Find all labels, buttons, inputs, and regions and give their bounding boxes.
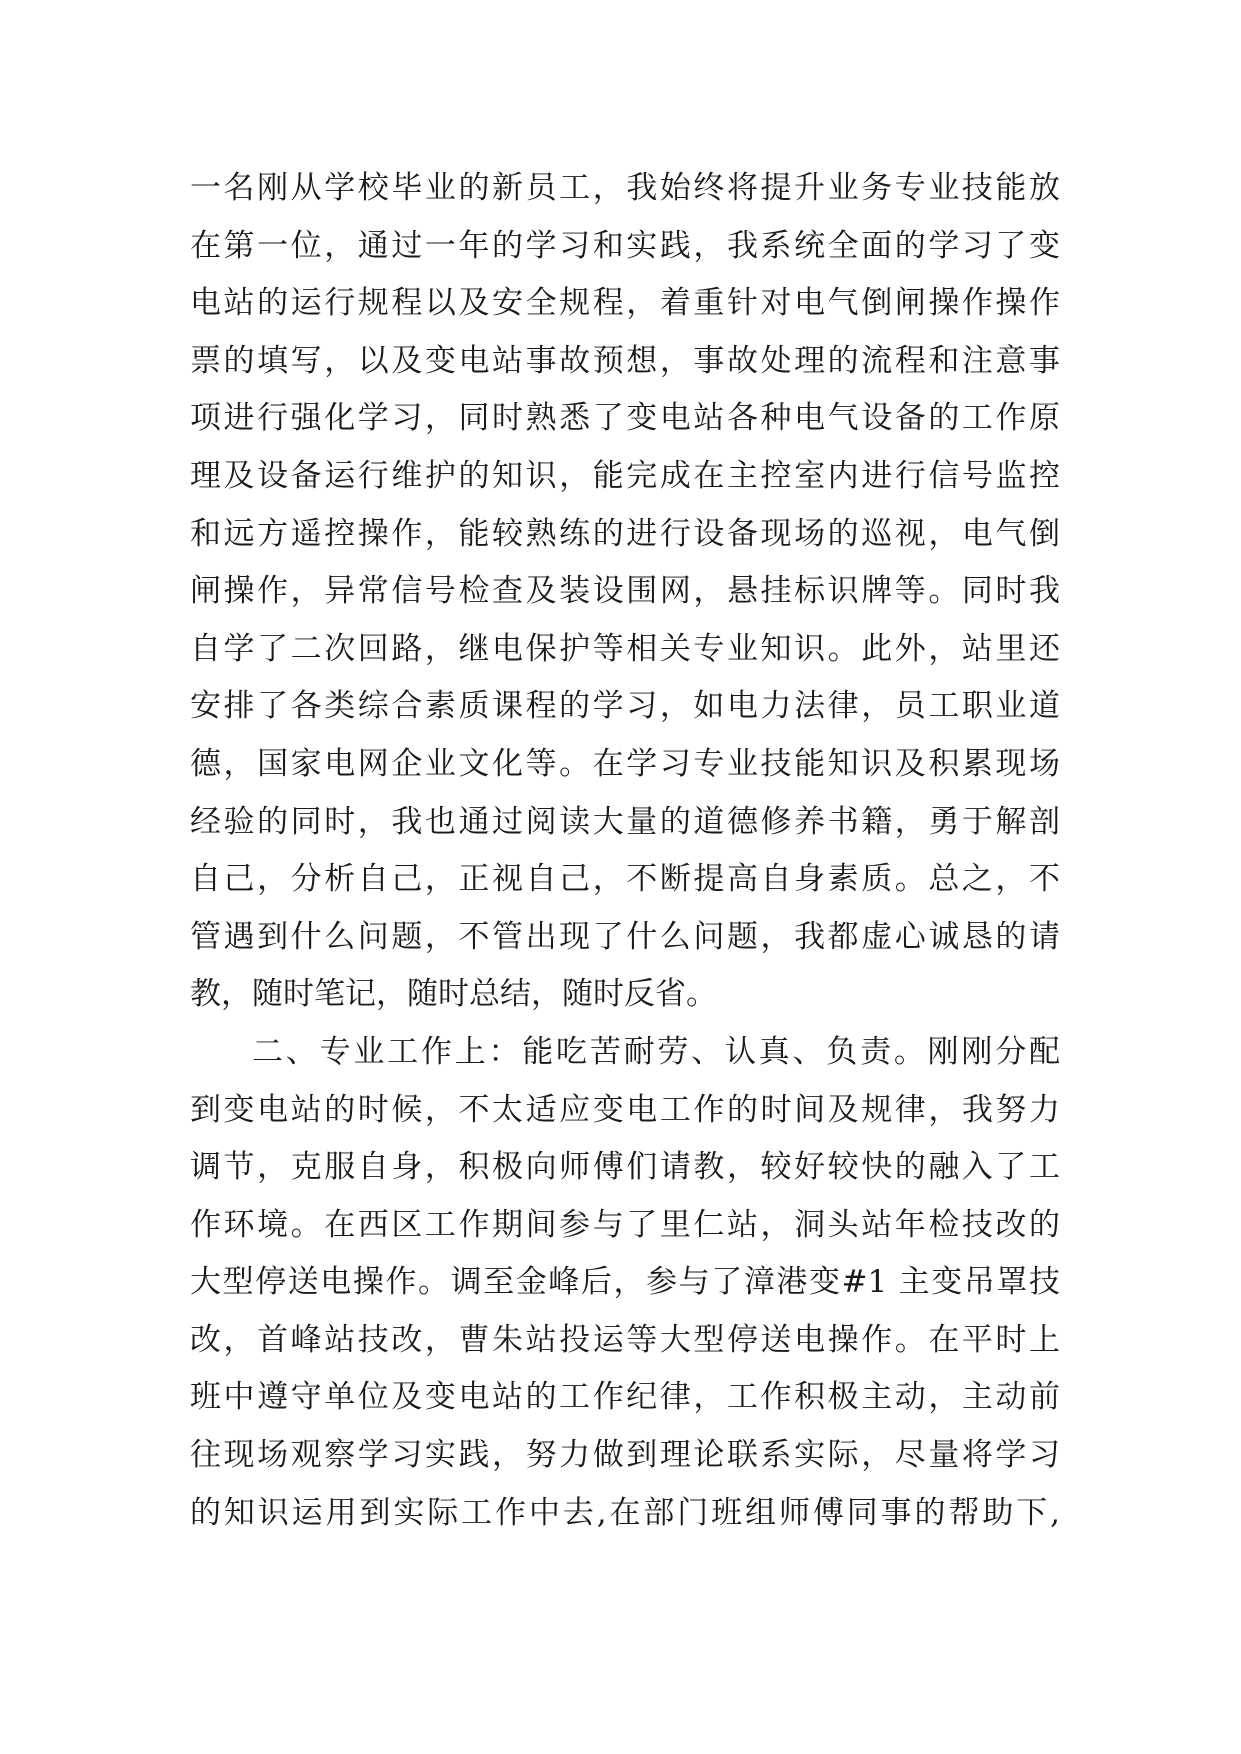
body-text — [190, 160, 1060, 1542]
text-line: 到变电站的时候，不太适应变电工作的时间及规律，我努力 — [190, 1091, 1060, 1128]
text-line: 调节，克服自身，积极向师傅们请教，较好较快的融入了工 — [190, 1149, 1060, 1186]
text-line: 票的填写，以及变电站事故预想，事故处理的流程和注意事 — [190, 342, 1060, 379]
text-line: 管遇到什么问题，不管出现了什么问题，我都虚心诚恳的请 — [190, 918, 1060, 955]
text-line: 在第一位，通过一年的学习和实践，我系统全面的学习了变 — [190, 227, 1060, 264]
text-line: 闸操作，异常信号检查及装设围网，悬挂标识牌等。同时我 — [190, 573, 1060, 610]
text-line: 自学了二次回路，继电保护等相关专业知识。此外，站里还 — [190, 630, 1060, 667]
text-line: 的知识运用到实际工作中去,在部门班组师傅同事的帮助下, — [190, 1494, 1060, 1531]
text-line: 安排了各类综合素质课程的学习，如电力法律，员工职业道 — [190, 688, 1060, 725]
text-line: 理及设备运行维护的知识，能完成在主控室内进行信号监控 — [190, 457, 1060, 494]
text-line: 二、专业工作上：能吃苦耐劳、认真、负责。刚刚分配 — [252, 1033, 1060, 1070]
text-line: 班中遵守单位及变电站的工作纪律，工作积极主动，主动前 — [190, 1379, 1060, 1416]
text-line: 经验的同时，我也通过阅读大量的道德修养书籍，勇于解剖 — [190, 803, 1060, 840]
text-line: 电站的运行规程以及安全规程，着重针对电气倒闸操作操作 — [190, 285, 1060, 322]
text-line: 自己，分析自己，正视自己，不断提高自身素质。总之，不 — [190, 861, 1060, 898]
text-line: 一名刚从学校毕业的新员工，我始终将提升业务专业技能放 — [190, 170, 1060, 206]
text-line: 改，首峰站技改，曹朱站投运等大型停送电操作。在平时上 — [190, 1321, 1060, 1358]
text-line: 大型停送电操作。调至金峰后，参与了漳港变#1 主变吊罩技 — [190, 1264, 1060, 1301]
text-line: 和远方遥控操作，能较熟练的进行设备现场的巡视，电气倒 — [190, 515, 1060, 552]
text-line: 往现场观察学习实践，努力做到理论联系实际，尽量将学习 — [190, 1437, 1060, 1474]
text-line: 德，国家电网企业文化等。在学习专业技能知识及积累现场 — [190, 745, 1060, 782]
text-line: 作环境。在西区工作期间参与了里仁站，洞头站年检技改的 — [190, 1206, 1060, 1243]
text-line: 教，随时笔记，随时总结，随时反省。 — [190, 976, 717, 1013]
text-line: 项进行强化学习，同时熟悉了变电站各种电气设备的工作原 — [190, 400, 1060, 437]
